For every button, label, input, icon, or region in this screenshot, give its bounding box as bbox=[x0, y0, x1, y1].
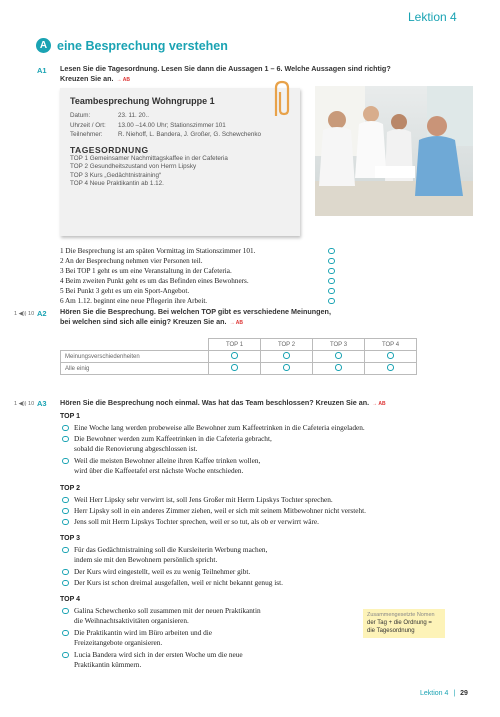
table-row bbox=[61, 363, 417, 375]
checkbox-circle[interactable] bbox=[62, 630, 69, 637]
checkbox-circle[interactable] bbox=[231, 352, 238, 359]
task-a2-instruction bbox=[60, 307, 460, 328]
topic-heading: TOP 3 bbox=[60, 535, 80, 542]
statement-1: 1 Die Besprechung ist am späten Vormittag im Stationszimmer 101. bbox=[60, 246, 350, 256]
checkbox-circle[interactable] bbox=[328, 258, 335, 265]
opinion-table bbox=[60, 338, 417, 375]
agenda-memo bbox=[60, 88, 300, 236]
agenda-item: TOP 1 Gemeinsamer Nachmittagskaffee in der Cafeteria bbox=[70, 154, 228, 162]
ab-reference: → AB bbox=[116, 76, 130, 83]
statement-2: 2 An der Besprechung nehmen vier Personen teil. bbox=[60, 256, 350, 266]
audio-track-label: 1 ◀)) 10 bbox=[14, 401, 35, 407]
agenda-item: TOP 3 Kurs „Gedächtnistraining“ bbox=[70, 171, 162, 179]
agenda-title: TAGESORDNUNG bbox=[70, 144, 149, 155]
a2-instruction-line: Hören Sie die Besprechung. Bei welchen TOP gibt es verschiedene Meinungen, bbox=[60, 307, 331, 316]
memo-row: Uhrzeit / Ort: 13.00 –14.00 Uhr; Stationszimmer 101 bbox=[70, 121, 226, 129]
table-header: TOP 4 bbox=[365, 339, 417, 351]
page-footer bbox=[420, 690, 468, 697]
checkbox-circle[interactable] bbox=[62, 508, 69, 515]
checkbox-circle[interactable] bbox=[62, 580, 69, 587]
agenda-item: TOP 4 Neue Praktikantin ab 1.12. bbox=[70, 180, 164, 187]
checkbox-circle[interactable] bbox=[328, 288, 335, 295]
note-heading: Zusammengesetzte Nomen bbox=[367, 612, 435, 618]
checkbox-circle[interactable] bbox=[335, 364, 342, 371]
agenda-item: TOP 2 Gesundheitszustand von Herrn Lipsky bbox=[70, 163, 197, 170]
a1-instruction-line: Lesen Sie die Tagesordnung. Lesen Sie dann die Aussagen 1 – 6. Welche Aussagen sind richtig? bbox=[60, 64, 391, 73]
task-a3-label: A3 bbox=[37, 399, 47, 408]
statement-5: 5 Bei Punkt 3 geht es um ein Sport-Angebot. bbox=[60, 286, 350, 296]
checkbox-circle[interactable] bbox=[387, 352, 394, 359]
table-row bbox=[61, 351, 417, 363]
option-item: Für das Gedächtnistraining soll die Kursleiterin Werbung machen, indem sie mit den Bewohnern persönlich spricht. bbox=[62, 545, 432, 564]
audio-track-label: 1 ◀)) 10 bbox=[14, 311, 35, 317]
topic-heading: TOP 1 bbox=[60, 413, 80, 420]
task-a3-instruction: Hören Sie die Besprechung noch einmal. Was hat das Team beschlossen? Kreuzen Sie an. → AB bbox=[60, 398, 386, 407]
checkbox-circle[interactable] bbox=[62, 436, 69, 443]
task-a2-label: A2 bbox=[37, 309, 47, 318]
option-item: Jens soll mit Herrn Lipskys Tochter sprechen, weil er so tut, als ob er verwirrt wäre. bbox=[62, 517, 432, 527]
option-item: Die Bewohner werden zum Kaffeetrinken in die Cafeteria gebracht, sobald die Renovierung abgeschlossen ist. bbox=[62, 434, 432, 453]
statement-3: 3 Bei TOP 1 geht es um eine Veranstaltung in der Cafeteria. bbox=[60, 266, 350, 276]
checkbox-circle[interactable] bbox=[387, 364, 394, 371]
team-meeting-photo bbox=[315, 86, 473, 216]
grammar-note bbox=[363, 609, 445, 638]
checkbox-circle[interactable] bbox=[62, 569, 69, 576]
a1-instruction-line: Kreuzen Sie an. bbox=[60, 73, 114, 83]
task-a1-instruction bbox=[60, 64, 460, 85]
row-label: Meinungsverschiedenheiten bbox=[61, 351, 209, 363]
memo-title: Teambesprechung Wohngruppe 1 bbox=[70, 96, 215, 106]
row-label: Alle einig bbox=[61, 363, 209, 375]
ab-reference: → AB bbox=[372, 401, 386, 407]
lesson-header: Lektion 4 bbox=[408, 10, 457, 24]
table-header: TOP 2 bbox=[261, 339, 313, 351]
checkbox-circle[interactable] bbox=[231, 364, 238, 371]
paperclip-icon bbox=[268, 80, 296, 120]
ab-reference: → AB bbox=[229, 319, 243, 326]
section-badge: A bbox=[36, 38, 51, 53]
note-line: die Tagesordnung bbox=[367, 628, 415, 634]
memo-row: Datum: 23. 11. 20.. bbox=[70, 112, 150, 119]
checkbox-circle[interactable] bbox=[62, 497, 69, 504]
checkbox-circle[interactable] bbox=[62, 458, 69, 465]
checkbox-circle[interactable] bbox=[62, 425, 69, 432]
option-item: Herr Lipsky soll in ein anderes Zimmer ziehen, weil er sich mit seinem Mitbewohner nicht versteht. bbox=[62, 506, 432, 516]
checkbox-circle[interactable] bbox=[283, 364, 290, 371]
checkbox-circle[interactable] bbox=[283, 352, 290, 359]
option-item: Eine Woche lang werden probeweise alle Bewohner zum Kaffeetrinken in die Cafeteria eingeladen. bbox=[62, 423, 432, 433]
checkbox-circle[interactable] bbox=[328, 268, 335, 275]
checkbox-circle[interactable] bbox=[328, 248, 335, 255]
footer-lesson: Lektion 4 bbox=[420, 690, 449, 697]
task-a1-label: A1 bbox=[37, 66, 47, 75]
statement-4: 4 Beim zweiten Punkt geht es um das Befinden eines Bewohners. bbox=[60, 276, 350, 286]
section-title bbox=[36, 38, 228, 53]
option-item: Der Kurs wird eingestellt, weil es zu wenig Teilnehmer gibt. bbox=[62, 567, 432, 577]
page-number: 29 bbox=[460, 690, 468, 697]
footer-separator: | bbox=[453, 690, 456, 697]
checkbox-circle[interactable] bbox=[328, 278, 335, 285]
option-item: Weil Herr Lipsky sehr verwirrt ist, soll Jens Großer mit Herrn Lipskys Tochter sprechen. bbox=[62, 495, 432, 505]
option-item: Weil die meisten Bewohner alleine ihren Kaffee trinken wollen, wird über die Kaffeetafel erst nächste Woche entschieden. bbox=[62, 456, 432, 475]
checkbox-circle[interactable] bbox=[62, 519, 69, 526]
memo-row: Teilnehmer: R. Niehoff, L. Bandera, J. Großer, G. Schewchenko bbox=[70, 131, 262, 138]
option-item: Der Kurs ist schon dreimal ausgefallen, weil er nicht bekannt genug ist. bbox=[62, 578, 432, 588]
checkbox-circle[interactable] bbox=[328, 298, 335, 305]
table-header: TOP 1 bbox=[209, 339, 261, 351]
note-line: der Tag + die Ordnung = bbox=[367, 620, 432, 626]
option-item: Galina Schewchenko soll zusammen mit der neuen Praktikantin die Weihnachtsaktivitäten organisieren. bbox=[62, 606, 352, 625]
checkbox-circle[interactable] bbox=[62, 608, 69, 615]
section-heading: eine Besprechung verstehen bbox=[57, 38, 228, 53]
option-item: Lucia Bandera wird sich in der ersten Woche um die neue Praktikantin kümmern. bbox=[62, 650, 352, 669]
a2-instruction-line: bei welchen sind sich alle einig? Kreuzen Sie an. bbox=[60, 316, 227, 326]
option-item: Die Praktikantin wird im Büro arbeiten und die Freizeitangebote organisieren. bbox=[62, 628, 352, 647]
topic-heading: TOP 2 bbox=[60, 485, 80, 492]
topic-heading: TOP 4 bbox=[60, 596, 80, 603]
checkbox-circle[interactable] bbox=[62, 547, 69, 554]
statement-6: 6 Am 1.12. beginnt eine neue Pflegerin ihre Arbeit. bbox=[60, 296, 350, 306]
checkbox-circle[interactable] bbox=[335, 352, 342, 359]
checkbox-circle[interactable] bbox=[62, 652, 69, 659]
table-header: TOP 3 bbox=[313, 339, 365, 351]
